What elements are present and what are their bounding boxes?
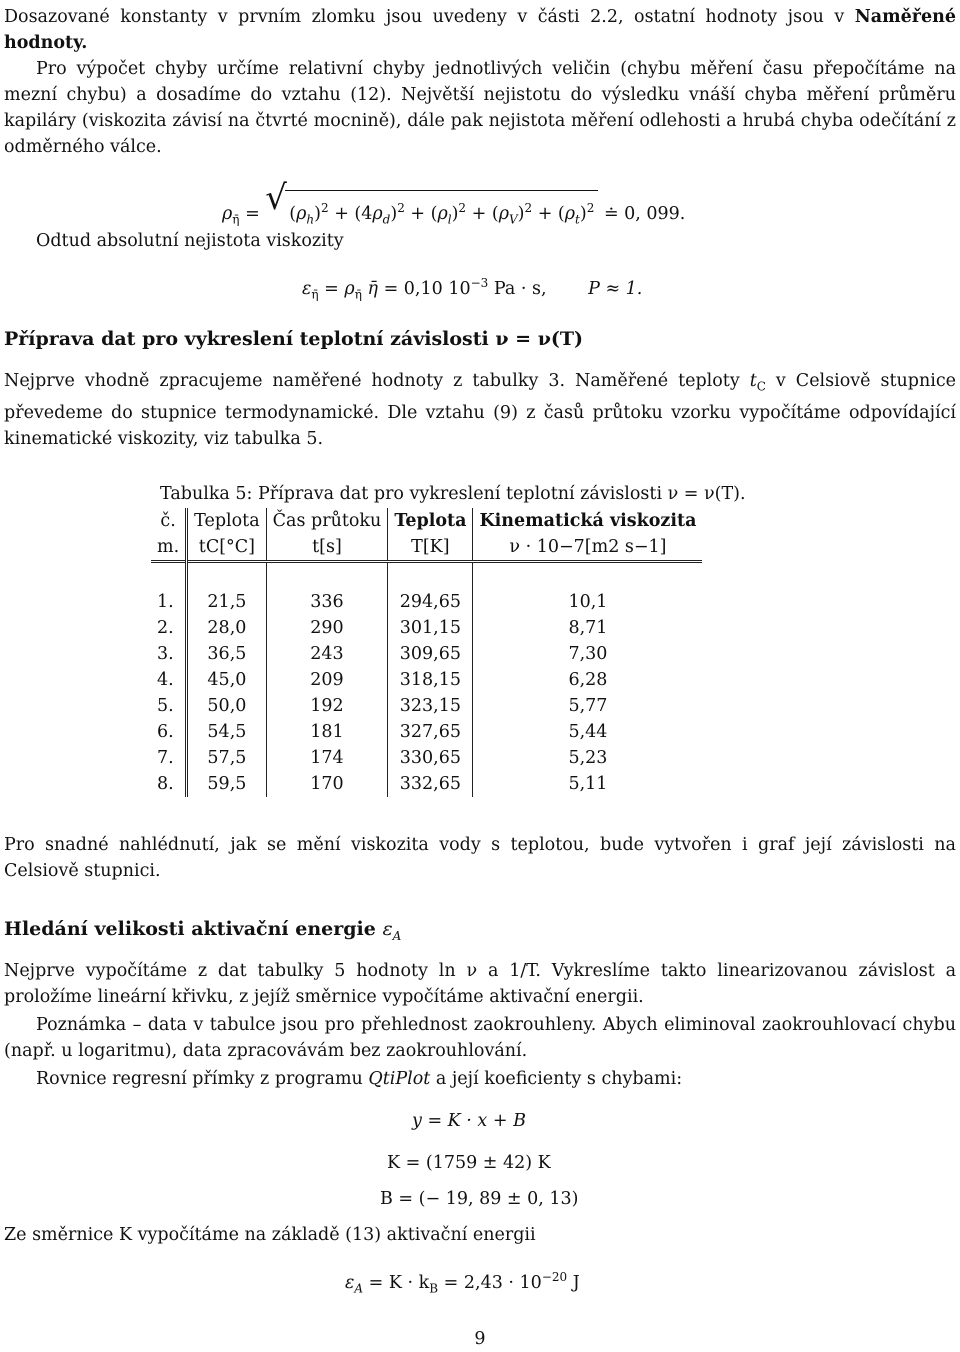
section-heading-preparation: Příprava dat pro vykreslení teplotní závislosti ν = ν(T) (4, 328, 583, 350)
table-cell: 327,65 (388, 719, 473, 745)
section-heading-activation-energy: Hledání velikosti aktivační energie $\varepsilon_A$ (4, 918, 402, 943)
table-cell: 1. (157, 592, 174, 612)
table-row (151, 667, 702, 693)
table-cell: 4. (157, 670, 174, 690)
table-header-row (151, 508, 702, 534)
table-cell: 318,15 (388, 667, 473, 693)
table-cell: 5,77 (473, 693, 703, 719)
table-cell: 57,5 (187, 745, 266, 771)
table-row (151, 745, 702, 771)
table-row (151, 719, 702, 745)
table-cell: 181 (266, 719, 388, 745)
section1-paragraph: Nejprve vhodně zpracujeme naměřené hodnoty z tabulky 3. Naměřené teploty $t_C$ v Celsiově stupnice převedeme do stupnice termodynamické. Dle vztahu (9) z časů průtoku vzorku vypočítáme odpovídající kinematické viskozity, viz tabulka 5. (4, 371, 956, 449)
table-row (151, 641, 702, 667)
coefficient-b: B = (− 19, 89 ± 0, 13) (380, 1189, 579, 1209)
table-cell: 309,65 (388, 641, 473, 667)
table-cell: 28,0 (187, 615, 266, 641)
table-cell: 301,15 (388, 615, 473, 641)
section2-regression-text: Rovnice regresní přímky z programu QtiPlot a její koeficienty s chybami: (36, 1069, 683, 1089)
table-cell: 323,15 (388, 693, 473, 719)
table-row (151, 615, 702, 641)
final-text: Ze směrnice K vypočítáme na základě (13) aktivační energii (4, 1225, 536, 1245)
bold-ref: Naměřené hodnoty (4, 7, 956, 53)
activation-energy-equation: $\varepsilon_A = K \cdot k_B = 2,43 \cdot 10^{-20}$ J (345, 1270, 580, 1296)
relative-error-equation: $\rho_{\etā}$ = √ $(\rho_h)^2 + (4\rho_d)^2 + (\rho_l)^2 + (\rho_V)^2 + (\rho_t)^2$ ≐ 0, 099. (222, 190, 685, 232)
table-cell: 290 (266, 615, 388, 641)
section2-note: Poznámka – data v tabulce jsou pro přehlednost zaokrouhleny. Abych eliminoval zaokrouhlovací chybu (např. u logaritmu), data zpracovávám bez zaokrouhlování. (4, 1015, 956, 1061)
table-cell: 3. (157, 644, 174, 664)
table-cell: 294,65 (388, 589, 473, 615)
graph-note-paragraph: Pro snadné nahlédnutí, jak se mění viskozita vody s teplotou, bude vytvořen i graf její závislosti na Celsiově stupnici. (4, 835, 956, 881)
absolute-error-text: Odtud absolutní nejistota viskozity (36, 231, 344, 251)
table-cell: 54,5 (187, 719, 266, 745)
header-cell: m. (157, 537, 180, 557)
table-cell: 174 (266, 745, 388, 771)
header-cell: ν · 10−7[m2 s−1] (473, 534, 703, 562)
table-cell: 6. (157, 722, 174, 742)
section-ref: 2.2 (590, 7, 618, 27)
table-caption: Tabulka 5: Příprava dat pro vykreslení teplotní závislosti ν = ν(T). (160, 484, 746, 504)
table-cell: 8. (157, 774, 174, 794)
section2-paragraph-1: Nejprve vypočítáme z dat tabulky 5 hodnoty ln ν a 1/T. Vykreslíme takto linearizovanou závislost a proložíme lineární křivku, z jejíž směrnice vypočítáme aktivační energii. (4, 961, 956, 1007)
table-cell: 8,71 (473, 615, 703, 641)
table-cell: 209 (266, 667, 388, 693)
header-cell: t[s] (266, 534, 388, 562)
viscosity-table (151, 508, 702, 797)
table-cell: 2. (157, 618, 174, 638)
regression-equation: y = K · x + B (412, 1111, 526, 1131)
header-cell: Teplota (388, 508, 473, 534)
header-cell: tC[°C] (187, 534, 266, 562)
page-number: 9 (474, 1329, 486, 1349)
header-cell: Teplota (187, 508, 266, 534)
table-cell: 170 (266, 771, 388, 797)
table-cell: 330,65 (388, 745, 473, 771)
table-cell: 5,44 (473, 719, 703, 745)
table-cell: 5. (157, 696, 174, 716)
table-cell: 36,5 (187, 641, 266, 667)
table-cell: 5,23 (473, 745, 703, 771)
table-cell: 336 (266, 589, 388, 615)
table-header-row (151, 534, 702, 562)
table-cell: 50,0 (187, 693, 266, 719)
error-paragraph: Pro výpočet chyby určíme relativní chyby jednotlivých veličin (chybu měření času přepočítáme na mezní chybu) a dosadíme do vztahu (12). Největší nejistotu do výsledku vnáší chyba měření průměru kapiláry (viskozita závisí na čtvrté mocnině), dále pak nejistota měření odlehosti a hrubá chyba odečítání z odměrného válce. (4, 59, 956, 157)
table-cell: 5,11 (473, 771, 703, 797)
table-cell: 59,5 (187, 771, 266, 797)
table-cell: 10,1 (473, 589, 703, 615)
table-row (151, 589, 702, 615)
table-row (151, 693, 702, 719)
table-cell: 7. (157, 748, 174, 768)
coefficient-k: K = (1759 ± 42) K (387, 1153, 551, 1173)
table-cell: 21,5 (187, 589, 266, 615)
intro-line: Dosazované konstanty v prvním zlomku jsou uvedeny v části 2.2, ostatní hodnoty jsou v Naměřené hodnoty. (4, 7, 956, 53)
sqrt-expression: $(\rho_h)^2 + (4\rho_d)^2 + (\rho_l)^2 + (\rho_V)^2 + (\rho_t)^2$ (285, 190, 598, 232)
header-cell: T[K] (388, 534, 473, 562)
header-cell: Čas průtoku (266, 508, 388, 534)
absolute-error-equation: $\varepsilon_{\etā} = \rho_{\etā}$ η̄ = 0,10 $10^{-3}$ Pa · s, P ≈ 1. (302, 276, 643, 302)
table-cell: 243 (266, 641, 388, 667)
header-cell: Kinematická viskozita (473, 508, 703, 534)
table-cell: 45,0 (187, 667, 266, 693)
table-cell: 332,65 (388, 771, 473, 797)
header-cell: č. (160, 511, 176, 531)
table-cell: 7,30 (473, 641, 703, 667)
table-cell: 192 (266, 693, 388, 719)
table-cell: 6,28 (473, 667, 703, 693)
table-row (151, 771, 702, 797)
